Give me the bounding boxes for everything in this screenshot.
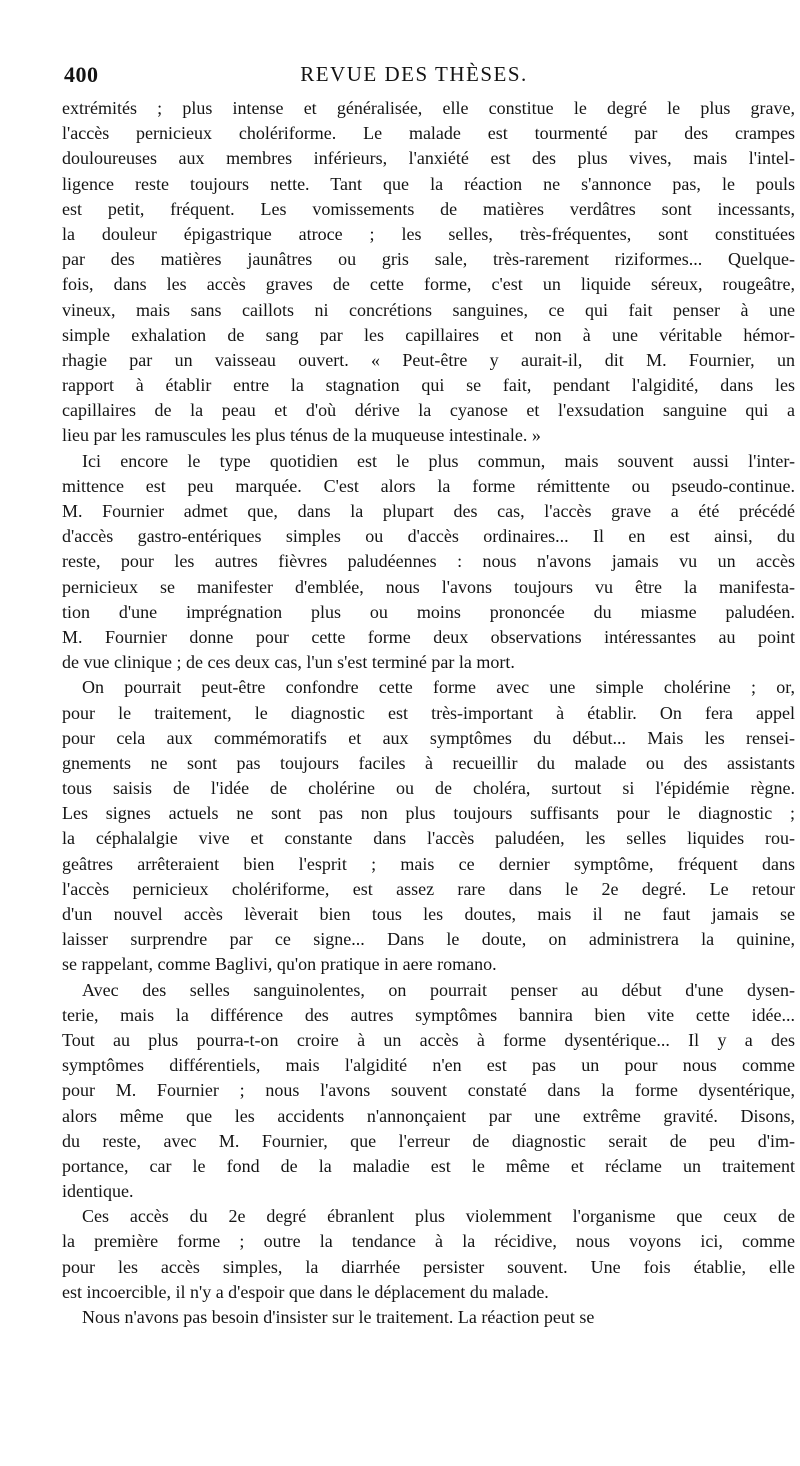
paragraph: [62, 675, 795, 977]
text-line: rapport à établir entre la stagnation qui se fait, pendant l'algidité, dans les: [62, 375, 795, 396]
text-line: d'accès gastro-entériques simples ou d'accès ordinaires... Il en est ainsi, du: [62, 526, 795, 547]
text-line: M. Fournier donne pour cette forme deux observations intéressantes au point: [62, 626, 795, 647]
text-line: terie, mais la différence des autres symptômes bannira bien vite cette idée...: [62, 1004, 795, 1025]
text-line: simple exhalation de sang par les capillaires et non à une véritable hémor-: [62, 324, 795, 345]
text-line: la céphalalgie vive et constante dans l'accès paludéen, les selles liquides rou-: [62, 828, 795, 849]
text-line: par des matières jaunâtres ou gris sale, très-rarement riziformes... Quelque-: [62, 249, 795, 270]
paragraph: [62, 978, 795, 1205]
text-line: est incoercible, il n'y a d'espoir que dans le déplacement du malade.: [62, 1281, 549, 1302]
text-line: fois, dans les accès graves de cette forme, c'est un liquide séreux, rougeâtre,: [62, 274, 795, 295]
paragraph: [62, 1204, 795, 1305]
text-line: symptômes différentiels, mais l'algidité n'en est pas un pour nous comme: [62, 1055, 795, 1076]
text-line: reste, pour les autres fièvres paludéennes : nous n'avons jamais vu un accès: [62, 551, 795, 572]
text-line: rhagie par un vaisseau ouvert. « Peut-être y aurait-il, dit M. Fournier, un: [62, 349, 795, 370]
paragraph: [62, 1305, 795, 1330]
text-line: pernicieux se manifester d'emblée, nous l'avons toujours vu être la manifesta-: [62, 576, 795, 597]
text-line: lieu par les ramuscules les plus ténus de la muqueuse intestinale. »: [62, 425, 541, 446]
text-line: portance, car le fond de la maladie est le même et réclame un traitement: [62, 1155, 795, 1176]
text-line: extrémités ; plus intense et généralisée, elle constitue le degré le plus grave,: [62, 98, 795, 118]
text-line: ligence reste toujours nette. Tant que la réaction ne s'annonce pas, le pouls: [62, 173, 795, 194]
text-line: douloureuses aux membres inférieurs, l'anxiété est des plus vives, mais l'intel-: [62, 148, 795, 169]
paragraph: [62, 96, 795, 449]
text-line: tion d'une imprégnation plus ou moins prononcée du miasme paludéen.: [62, 601, 795, 622]
text-line: l'accès pernicieux cholériforme, est assez rare dans le 2e degré. Le retour: [62, 878, 795, 899]
text-line: laisser surprendre par ce signe... Dans le doute, on administrera la quinine,: [62, 929, 795, 950]
text-line: On pourrait peut-être confondre cette forme avec une simple cholérine ; or,: [82, 677, 795, 698]
running-title: REVUE DES THÈSES.: [300, 62, 528, 86]
text-line: identique.: [62, 1181, 134, 1202]
text-line: pour cela aux commémoratifs et aux symptômes du début... Mais les rensei-: [62, 727, 795, 748]
text-line: est petit, fréquent. Les vomissements de matières verdâtres sont incessants,: [62, 198, 795, 219]
text-line: Nous n'avons pas besoin d'insister sur le traitement. La réaction peut se: [82, 1307, 595, 1327]
text-line: pour M. Fournier ; nous l'avons souvent constaté dans la forme dysentérique,: [62, 1080, 795, 1101]
text-line: Les signes actuels ne sont pas non plus toujours suffisants pour le diagnostic ;: [62, 803, 795, 824]
text-line: la première forme ; outre la tendance à la récidive, nous voyons ici, comme: [62, 1231, 795, 1252]
body-text: [62, 96, 795, 1330]
text-line: pour le traitement, le diagnostic est très-important à établir. On fera appel: [62, 702, 795, 723]
text-line: Ici encore le type quotidien est le plus commun, mais souvent aussi l'inter-: [82, 450, 795, 471]
text-line: mittence est peu marquée. C'est alors la forme rémittente ou pseudo-continue.: [62, 475, 795, 496]
page-number: 400: [64, 62, 99, 87]
text-line: alors même que les accidents n'annonçaient par une extrême gravité. Disons,: [62, 1105, 795, 1126]
text-line: geâtres arrêteraient bien l'esprit ; mais ce dernier symptôme, fréquent dans: [62, 853, 795, 874]
text-line: l'accès pernicieux cholériforme. Le malade est tourmenté par des crampes: [62, 123, 795, 144]
text-line: Avec des selles sanguinolentes, on pourrait penser au début d'une dysen-: [82, 979, 795, 1000]
text-line: Ces accès du 2e degré ébranlent plus violemment l'organisme que ceux de: [82, 1206, 795, 1227]
text-line: vineux, mais sans caillots ni concrétions sanguines, ce qui fait penser à une: [62, 299, 795, 320]
text-line: tous saisis de l'idée de cholérine ou de choléra, surtout si l'épidémie règne.: [62, 778, 795, 799]
text-line: d'un nouvel accès lèverait bien tous les doutes, mais il ne faut jamais se: [62, 904, 795, 924]
text-line: de vue clinique ; de ces deux cas, l'un s'est terminé par la mort.: [62, 652, 515, 673]
text-line: pour les accès simples, la diarrhée persister souvent. Une fois établie, elle: [62, 1256, 795, 1277]
text-line: M. Fournier admet que, dans la plupart des cas, l'accès grave a été précédé: [62, 501, 795, 521]
page-header: [64, 62, 764, 92]
text-line: Tout au plus pourra-t-on croire à un accès à forme dysentérique... Il y a des: [62, 1029, 795, 1050]
text-line: capillaires de la peau et d'où dérive la cyanose et l'exsudation sanguine qui a: [62, 400, 795, 421]
text-line: se rappelant, comme Baglivi, qu'on pratique in aere romano.: [62, 954, 497, 975]
text-line: la douleur épigastrique atroce ; les selles, très-fréquentes, sont constituées: [62, 223, 795, 244]
paragraph: [62, 449, 795, 676]
text-line: gnements ne sont pas toujours faciles à recueillir du malade ou des assistants: [62, 752, 795, 773]
text-line: du reste, avec M. Fournier, que l'erreur de diagnostic serait de peu d'im-: [62, 1130, 795, 1151]
